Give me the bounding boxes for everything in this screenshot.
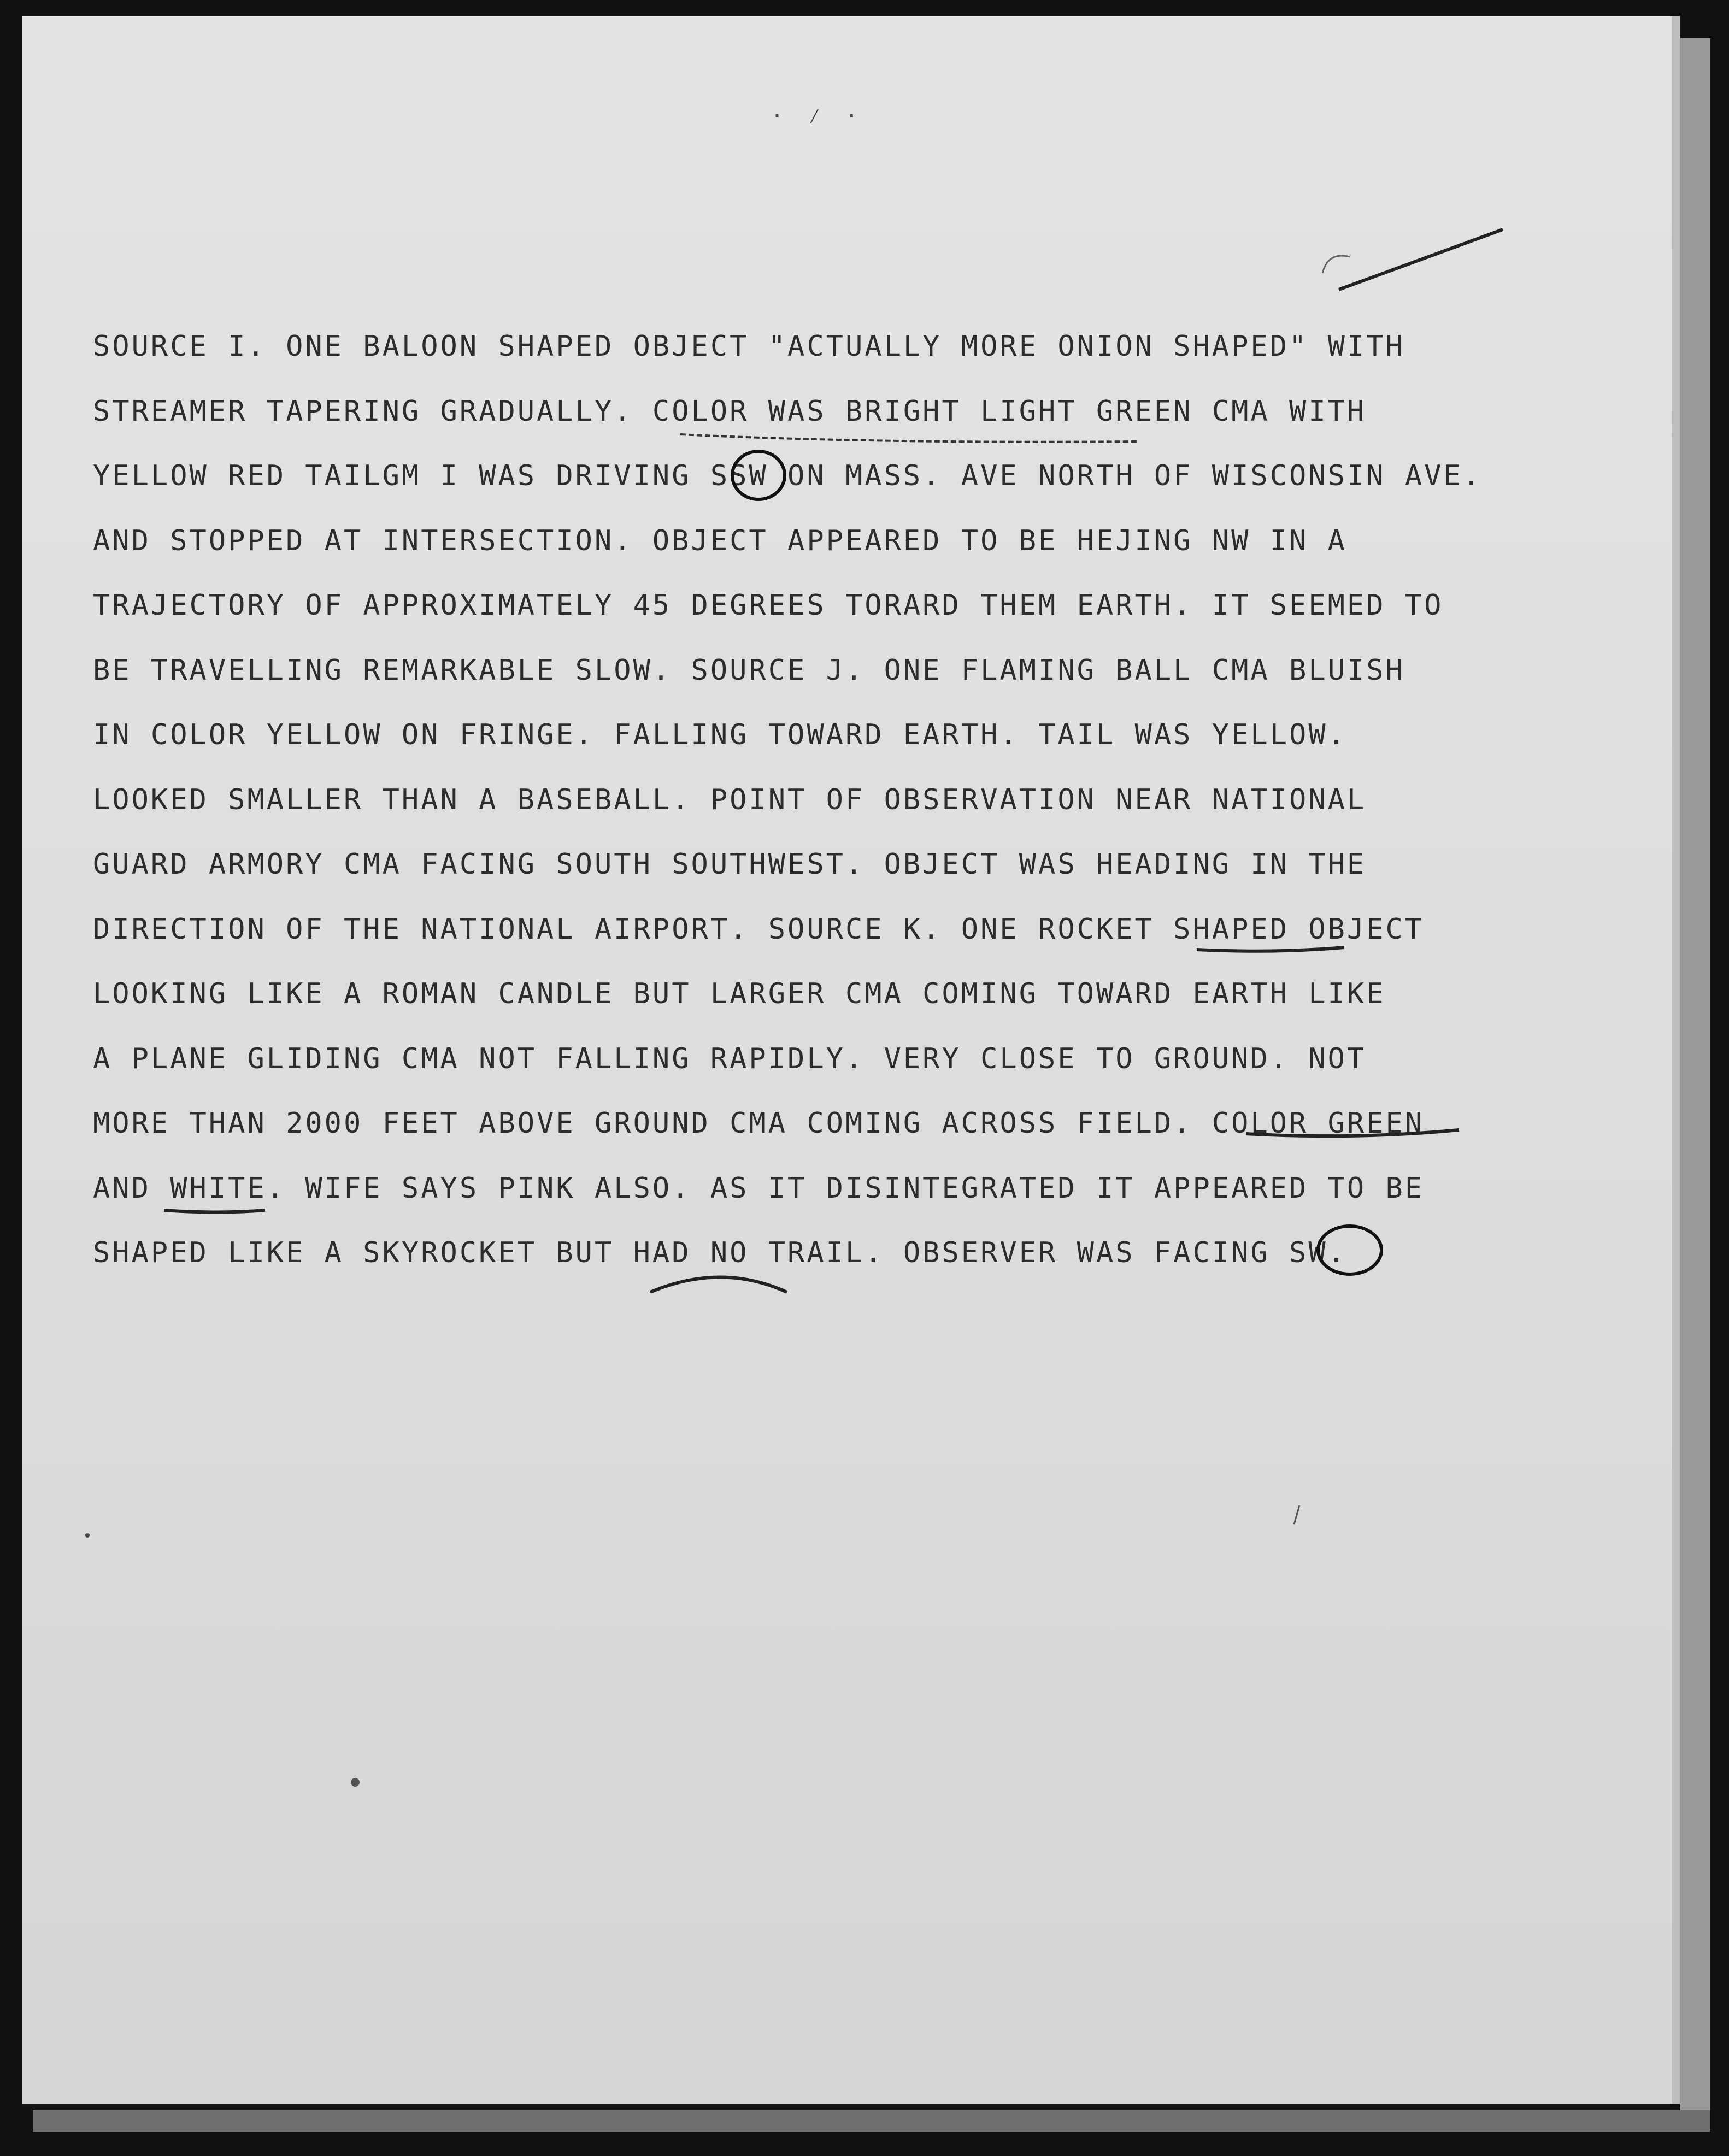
text-line-5: TRAJECTORY OF APPROXIMATELY 45 DEGREES TORARD THEM EARTH. IT SEEMED TO — [93, 589, 1444, 622]
text-line-6: BE TRAVELLING REMARKABLE SLOW. SOURCE J. ONE FLAMING BALL CMA BLUISH — [93, 653, 1405, 687]
right-page-edge — [1680, 38, 1710, 2131]
text-line-13: MORE THAN 2000 FEET ABOVE GROUND CMA COMING ACROSS FIELD. COLOR GREEN — [93, 1107, 1425, 1140]
text-line-2: STREAMER TAPERING GRADUALLY. COLOR WAS BRIGHT LIGHT GREEN CMA WITH — [93, 394, 1367, 428]
text-line-11: LOOKING LIKE A ROMAN CANDLE BUT LARGER CMA COMING TOWARD EARTH LIKE — [93, 977, 1386, 1010]
text-line-7: IN COLOR YELLOW ON FRINGE. FALLING TOWARD EARTH. TAIL WAS YELLOW. — [93, 718, 1347, 751]
bottom-page-edge — [33, 2110, 1710, 2132]
text-line-12: A PLANE GLIDING CMA NOT FALLING RAPIDLY. VERY CLOSE TO GROUND. NOT — [93, 1042, 1367, 1075]
text-line-14: AND WHITE. WIFE SAYS PINK ALSO. AS IT DISINTEGRATED IT APPEARED TO BE — [93, 1171, 1425, 1205]
typed-report-body — [93, 314, 1546, 1286]
text-line-4: AND STOPPED AT INTERSECTION. OBJECT APPEARED TO BE HEJING NW IN A — [93, 524, 1347, 557]
text-line-9: GUARD ARMORY CMA FACING SOUTH SOUTHWEST. OBJECT WAS HEADING IN THE — [93, 848, 1367, 881]
text-line-15: SHAPED LIKE A SKYROCKET BUT HAD NO TRAIL. OBSERVER WAS FACING SW. — [93, 1236, 1347, 1269]
text-line-8: LOOKED SMALLER THAN A BASEBALL. POINT OF OBSERVATION NEAR NATIONAL — [93, 783, 1367, 816]
text-line-10: DIRECTION OF THE NATIONAL AIRPORT. SOURCE K. ONE ROCKET SHAPED OBJECT — [93, 912, 1425, 946]
text-line-1: SOURCE I. ONE BALOON SHAPED OBJECT "ACTUALLY MORE ONION SHAPED" WITH — [93, 330, 1405, 363]
text-line-3: YELLOW RED TAILGM I WAS DRIVING SSW ON MASS. AVE NORTH OF WISCONSIN AVE. — [93, 460, 1483, 492]
top-mark: · ⁄ · — [771, 104, 864, 129]
